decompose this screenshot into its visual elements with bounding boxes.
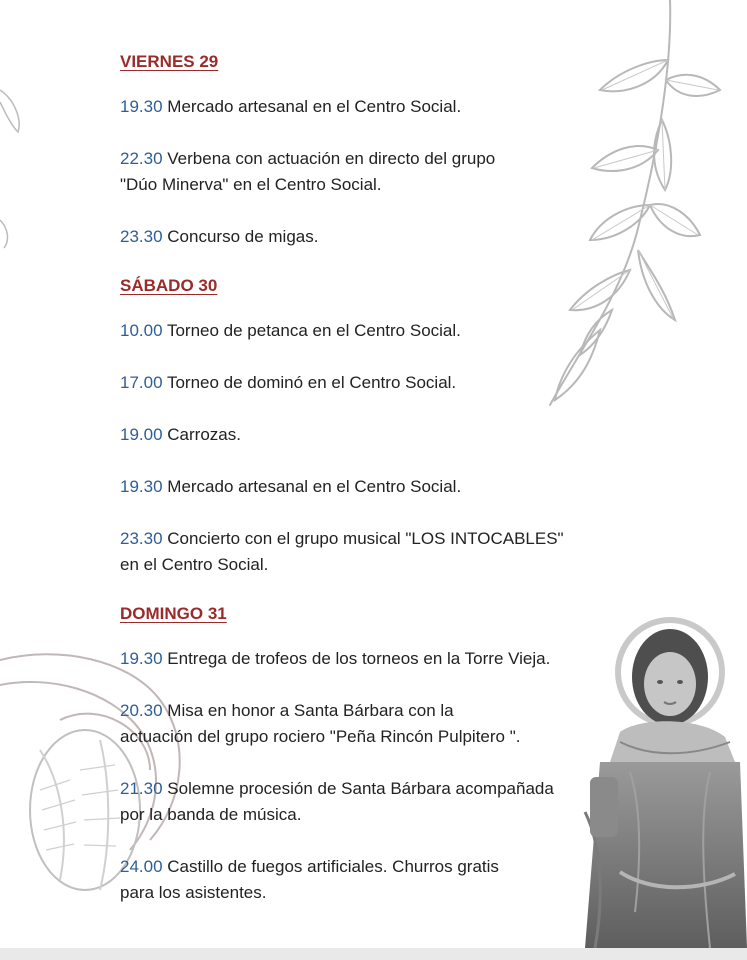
event-text-continued: para los asistentes. <box>120 883 267 902</box>
event-item <box>120 698 640 750</box>
day-title-viernes: VIERNES 29 <box>120 52 219 71</box>
event-time: 22.30 <box>120 149 163 168</box>
event-text-continued: en el Centro Social. <box>120 555 269 574</box>
event-time: 23.30 <box>120 529 163 548</box>
event-text: Solemne procesión de Santa Bárbara acompañada <box>167 779 554 798</box>
event-text: Entrega de trofeos de los torneos en la Torre Vieja. <box>167 649 551 668</box>
event-time: 23.30 <box>120 227 163 246</box>
event-item <box>120 854 640 906</box>
event-time: 10.00 <box>120 321 163 340</box>
event-time: 19.30 <box>120 477 163 496</box>
event-item <box>120 224 640 250</box>
event-item <box>120 526 640 578</box>
event-text: Torneo de petanca en el Centro Social. <box>166 321 461 340</box>
event-item <box>120 776 640 828</box>
event-item <box>120 646 640 672</box>
event-item <box>120 422 640 448</box>
event-time: 21.30 <box>120 779 163 798</box>
event-item <box>120 318 640 344</box>
event-time: 19.30 <box>120 97 163 116</box>
event-time: 24.00 <box>120 857 163 876</box>
event-item <box>120 474 640 500</box>
day-title-sabado: SÁBADO 30 <box>120 276 218 295</box>
page-bottom-edge <box>0 948 747 960</box>
event-text: Torneo de dominó en el Centro Social. <box>166 373 457 392</box>
event-text: Carrozas. <box>167 425 241 444</box>
event-item <box>120 146 640 198</box>
event-item <box>120 94 640 120</box>
event-text: Mercado artesanal en el Centro Social. <box>167 97 462 116</box>
event-time: 17.00 <box>120 373 163 392</box>
event-text: Mercado artesanal en el Centro Social. <box>167 477 462 496</box>
event-text-continued: "Dúo Minerva" en el Centro Social. <box>120 175 382 194</box>
day-title-domingo: DOMINGO 31 <box>120 604 227 623</box>
event-text: Misa en honor a Santa Bárbara con la <box>167 701 454 720</box>
event-time: 20.30 <box>120 701 163 720</box>
event-text-continued: actuación del grupo rociero "Peña Rincón Pulpitero ". <box>120 727 521 746</box>
event-time: 19.00 <box>120 425 163 444</box>
event-item <box>120 370 640 396</box>
event-text: Castillo de fuegos artificiales. Churros gratis <box>167 857 499 876</box>
event-text: Verbena con actuación en directo del grupo <box>167 149 496 168</box>
event-text-continued: por la banda de música. <box>120 805 302 824</box>
program-content <box>120 50 640 906</box>
event-text: Concierto con el grupo musical "LOS INTOCABLES" <box>167 529 564 548</box>
event-time: 19.30 <box>120 649 163 668</box>
event-text: Concurso de migas. <box>167 227 319 246</box>
left-leaf-sketch-icon <box>0 80 30 250</box>
